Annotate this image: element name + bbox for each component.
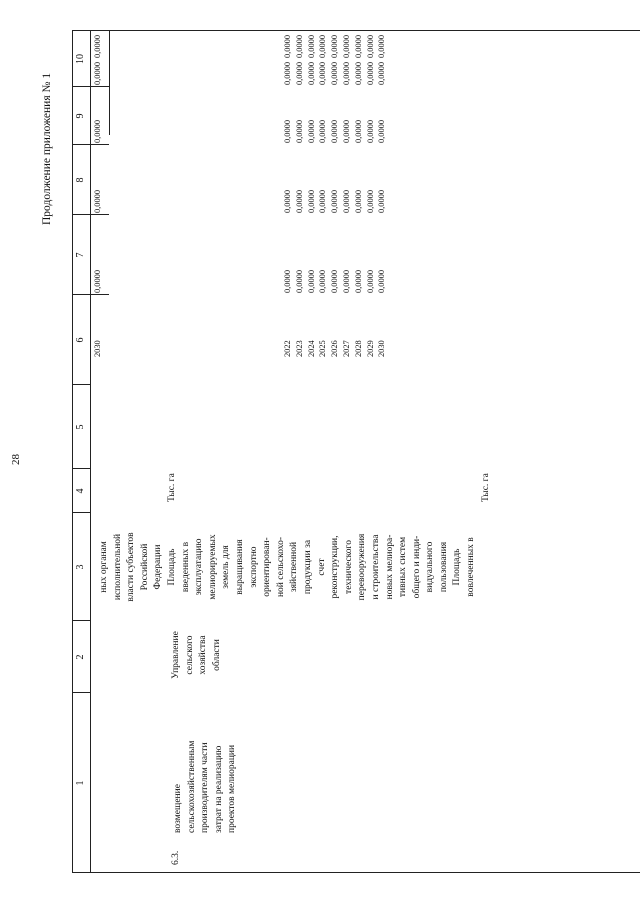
col-header-9: 9: [75, 113, 86, 119]
col-divider: [72, 384, 90, 385]
col-divider: [72, 620, 90, 621]
values-column-10: 0,0000 0,0000 0,0000 0,0000 0,0000 0,0000 0,0000 0,0000 0,0000: [283, 34, 387, 58]
col-header-10: 10: [75, 54, 86, 64]
top-row-value: 0,0000: [93, 119, 102, 143]
row-number: 6.3.: [171, 850, 181, 865]
values-column-8: 0,0000 0,0000 0,0000 0,0000 0,0000 0,0000 0,0000 0,0000 0,0000: [283, 119, 387, 143]
col-header-1: 1: [75, 780, 86, 786]
col-header-2: 2: [75, 654, 86, 660]
col-divider: [72, 468, 90, 469]
col3-top-text: ных органам исполнительной власти субъектов Российской Федерации: [99, 532, 164, 602]
col-header-6: 6: [75, 337, 86, 343]
col-divider: [72, 144, 109, 145]
page-number: 28: [10, 454, 22, 465]
col-divider: [72, 214, 109, 215]
col-header-8: 8: [75, 177, 86, 183]
values-column-7: 0,0000 0,0000 0,0000 0,0000 0,0000 0,0000 0,0000 0,0000 0,0000: [283, 189, 387, 213]
col-header-7: 7: [75, 252, 86, 258]
top-row-border: [109, 31, 110, 135]
years-column: 2022 2023 2024 2025 2026 2027 2028 2029 2030: [283, 340, 387, 357]
table-right-border: [72, 30, 640, 31]
table-top-border: [72, 31, 73, 873]
top-row-value: 0,0000: [93, 34, 102, 58]
values-column-9: 0,0000 0,0000 0,0000 0,0000 0,0000 0,0000 0,0000 0,0000 0,0000: [283, 61, 387, 85]
measure-name: возмещение сельскохозяйственным производителям части затрат на реализацию проектов мелиорации: [173, 740, 238, 833]
col-header-5: 5: [75, 424, 86, 430]
top-row-value: 0,0000: [93, 61, 102, 85]
col-divider: [72, 692, 90, 693]
values-column-6: 0,0000 0,0000 0,0000 0,0000 0,0000 0,0000 0,0000 0,0000 0,0000: [283, 269, 387, 293]
top-row-value: 0,0000: [93, 189, 102, 213]
col-header-3: 3: [75, 564, 86, 570]
unit-2: Тыс. га: [481, 473, 491, 502]
table-left-border: [72, 872, 640, 873]
top-row-value: 0,0000: [93, 269, 102, 293]
executor: Управление сельского хозяйства области: [171, 631, 222, 679]
col-divider: [72, 86, 109, 87]
top-row-year: 2030: [93, 340, 102, 357]
col-header-4: 4: [75, 488, 86, 494]
continuation-title: Продолжение приложения № 1: [41, 72, 53, 225]
col-divider: [72, 512, 90, 513]
unit-1: Тыс. га: [167, 473, 177, 502]
col-divider: [72, 294, 109, 295]
indicator-1: Площадь введенных в эксплуатацию мелиорируемых земель для выращивания экспортно ориентирован- ной сельскохо- зяйственной продукции за счет реконструкции, технического перевооружения и строительства новых мелиора- тивных систем общего и инди- видуального пользования Площадь вовлеченных в: [167, 533, 477, 601]
header-bottom-border: [90, 31, 91, 873]
